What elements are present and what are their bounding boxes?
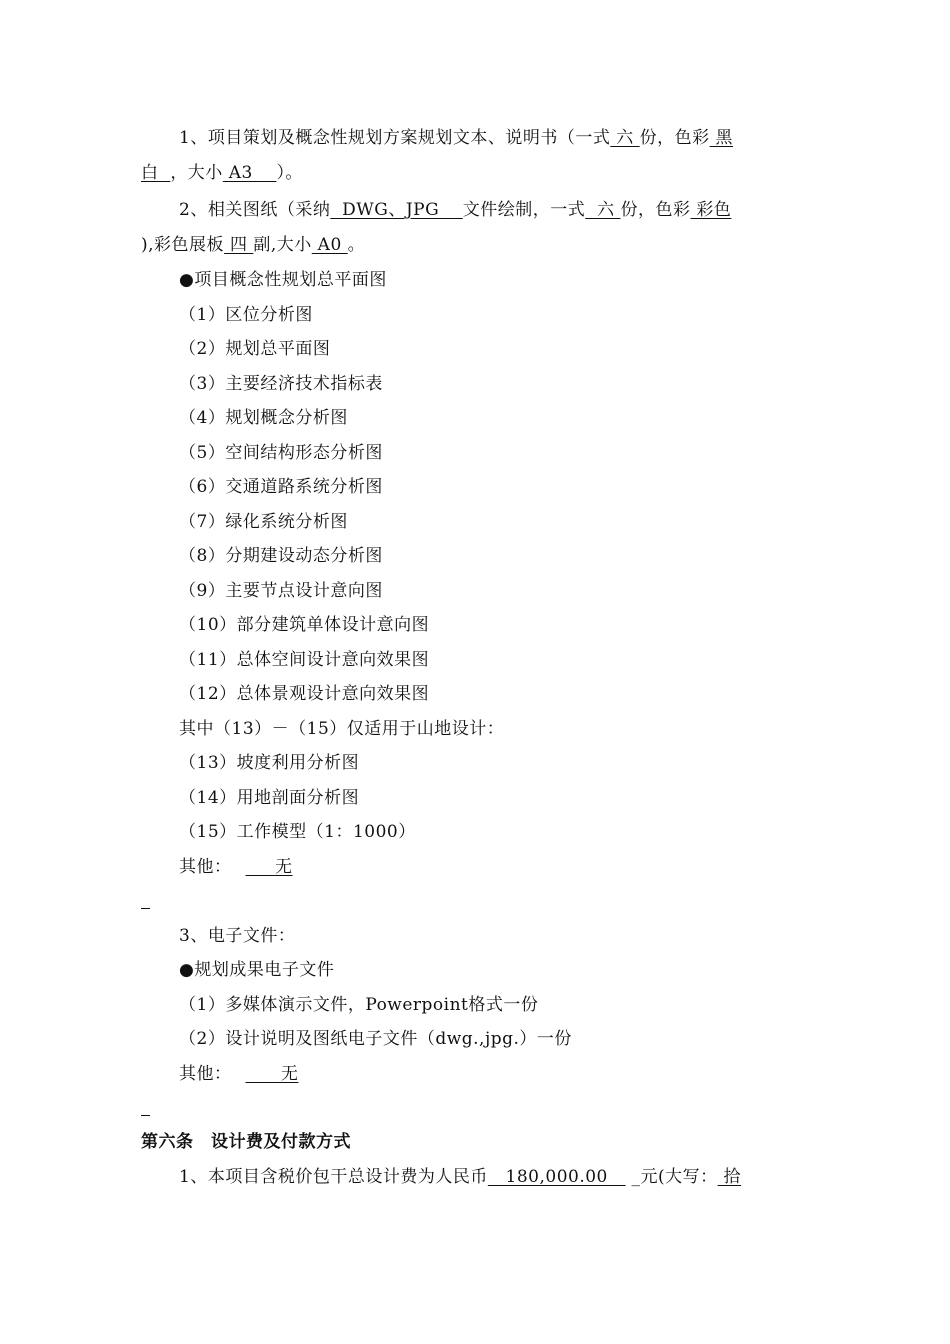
item3-other-value: 无 xyxy=(245,1064,299,1084)
article6-title: 第六条 设计费及付款方式 xyxy=(141,1132,351,1152)
drawing-item-1: （1）区位分析图 xyxy=(179,305,313,325)
drawing-item-9: （9）主要节点设计意向图 xyxy=(179,581,383,601)
separator-dash xyxy=(141,1115,150,1116)
drawing-item-10: （10）部分建筑单体设计意向图 xyxy=(179,615,430,635)
item3-heading: 3、电子文件： xyxy=(179,926,296,946)
item2-copies: 六 xyxy=(585,200,621,220)
item1-color-part2: 白 xyxy=(141,163,171,183)
drawing-item-5: （5）空间结构形态分析图 xyxy=(179,443,383,463)
item2-line1: 2、相关图纸（采纳 DWG、JPG 文件绘制，一式 六 份，色彩 彩色 xyxy=(179,200,732,220)
item1-line2: 白 ，大小 A3 ）。 xyxy=(141,163,303,183)
item1-size: A3 xyxy=(222,163,277,183)
item1-line1: 1、项目策划及概念性规划方案规划文本、说明书（一式 六 份，色彩 黑 xyxy=(179,128,734,148)
drawings-heading: ●项目概念性规划总平面图 xyxy=(179,270,387,290)
item3-other: 其他： 无 xyxy=(179,1064,299,1084)
drawing-item-6: （6）交通道路系统分析图 xyxy=(179,477,383,497)
separator-dash xyxy=(141,908,150,909)
drawing-item-11: （11）总体空间设计意向效果图 xyxy=(179,650,430,670)
mountain-note: 其中（13）－（15）仅适用于山地设计： xyxy=(179,719,505,739)
drawing-item-12: （12）总体景观设计意向效果图 xyxy=(179,684,430,704)
drawing-item-4: （4）规划概念分析图 xyxy=(179,408,348,428)
drawing-item-15: （15）工作模型（1：1000） xyxy=(179,822,416,842)
drawings-other-value: 无 xyxy=(245,857,293,877)
fee-amount-words: 拾 xyxy=(717,1167,742,1187)
item3-subheading: ●规划成果电子文件 xyxy=(179,960,335,980)
article6-fee-line: 1、本项目含税价包干总设计费为人民币 180,000.00 _元(大写： 拾 xyxy=(179,1167,742,1187)
item2-size: A0 xyxy=(311,235,348,255)
item2-color: 彩色 xyxy=(690,200,732,220)
fee-amount: 180,000.00 xyxy=(487,1167,626,1187)
drawing-item-3: （3）主要经济技术指标表 xyxy=(179,374,383,394)
electronic-item-2: （2）设计说明及图纸电子文件（dwg.,jpg.）一份 xyxy=(179,1029,572,1049)
drawing-item-8: （8）分期建设动态分析图 xyxy=(179,546,383,566)
item2-line2: ),彩色展板 四 副,大小 A0 。 xyxy=(141,235,366,255)
electronic-item-1: （1）多媒体演示文件，Powerpoint格式一份 xyxy=(179,995,539,1015)
drawings-other: 其他： 无 xyxy=(179,857,293,877)
item2-format: DWG、JPG xyxy=(330,200,463,220)
item1-color-part1: 黑 xyxy=(709,128,734,148)
drawing-item-2: （2）规划总平面图 xyxy=(179,339,331,359)
item1-copies: 六 xyxy=(610,128,640,148)
item2-boards: 四 xyxy=(224,235,254,255)
drawing-item-7: （7）绿化系统分析图 xyxy=(179,512,348,532)
drawing-item-14: （14）用地剖面分析图 xyxy=(179,788,360,808)
drawing-item-13: （13）坡度利用分析图 xyxy=(179,753,360,773)
